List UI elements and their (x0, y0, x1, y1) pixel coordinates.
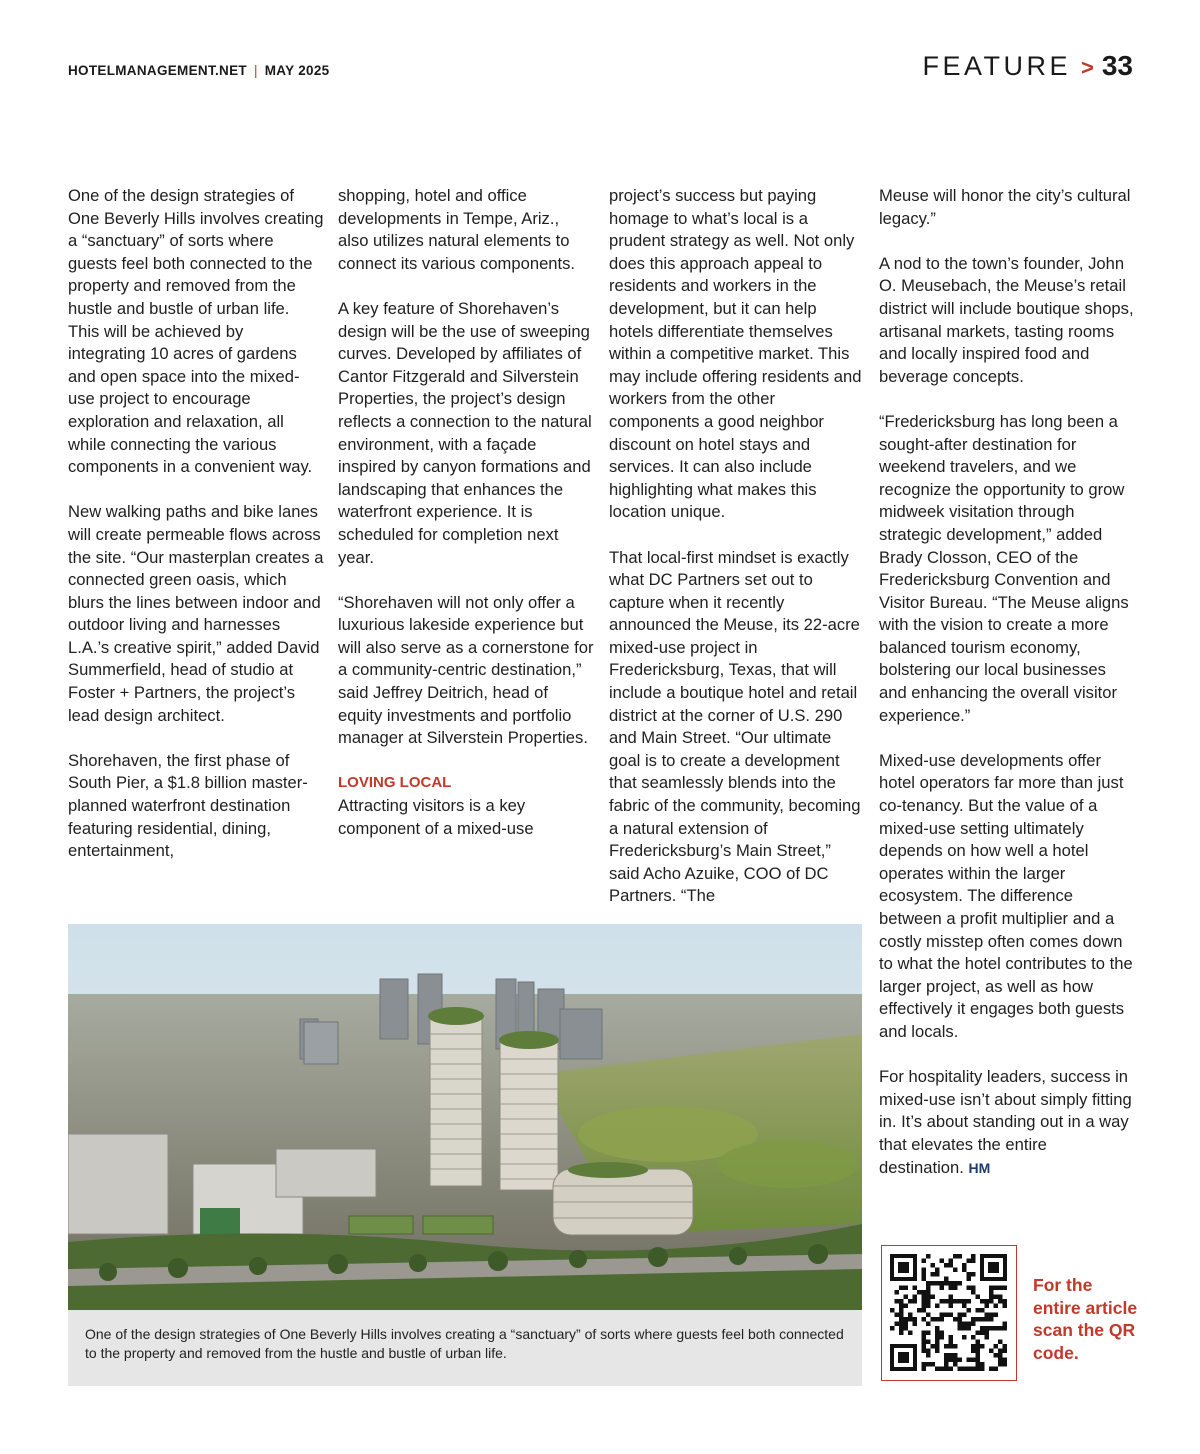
header-separator: | (253, 63, 258, 78)
page-number: 33 (1101, 50, 1133, 81)
paragraph: A key feature of Shorehaven’s design will be the use of sweeping curves. Developed by affiliates of Cantor Fitzgerald and Silverstein Properties, the project’s design reflects a connection to the natural environment, with a façade inspired by canyon formations and landscaping that enhances the waterfront experience. It is scheduled for completion next year. (338, 298, 592, 567)
paragraph: New walking paths and bike lanes will create permeable flows across the site. “Our masterplan creates a connected green oasis, which blurs the lines between indoor and outdoor living and harnesses L.A.’s creative spirit,” added David Summerfield, head of studio at Foster + Partners, the project’s lead design architect. (68, 502, 324, 725)
paragraph: “Shorehaven will not only offer a luxurious lakeside experience but will also serve as a cornerstone for a community-centric destination,” said Jeffrey Deitrich, head of equity investments and portfolio manager at Silverstein Properties. (338, 592, 594, 748)
paragraph: A nod to the town’s founder, John O. Meusebach, the Meuse’s retail district will include boutique shops, artisanal markets, tasting rooms and locally inspired food and beverage concepts. (879, 253, 1134, 386)
running-header (68, 63, 329, 78)
paragraph: That local-first mindset is exactly what DC Partners set out to capture when it recently announced the Meuse, its 22-acre mixed-use project in Fredericksburg, Texas, that will include a boutique hotel and retail district at the corner of U.S. 290 and Main Street. “Our ultimate goal is to create a development that seamlessly blends into the fabric of the community, becoming a natural extension of Fredericksburg’s Main Street,” said Acho Azuike, COO of DC Partners. “The (609, 547, 861, 906)
aerial-rendering-image (68, 924, 862, 1310)
chevron-right-icon: > (1080, 55, 1094, 80)
paragraph: “Fredericksburg has long been a sought-after destination for weekend travelers, and we recognize the opportunity to grow midweek visitation through strategic development,” added Brady Closson, CEO of the Fredericksburg Convention and Visitor Bureau. “The Meuse aligns with the vision to create a more balanced tourism economy, bolstering our local businesses and enhancing the overall visitor experience.” (879, 411, 1129, 725)
feature-figure (68, 924, 862, 1386)
paragraph: shopping, hotel and office developments in Tempe, Ariz., also utilizes natural elements to connect its various components. (338, 186, 576, 273)
qr-instruction: For the entire article scan the QR code. (1033, 1275, 1138, 1363)
paragraph: project’s success but paying homage to what’s local is a prudent strategy as well. Not only does this approach appeal to residents and workers in the development, but it can help hotels differentiate themselves within a competitive market. This may include offering residents and workers from the other components a good neighbor discount on hotel stays and services. It can also include highlighting what makes this location unique. (609, 186, 862, 522)
paragraph: One of the design strategies of One Beverly Hills involves creating a “sanctuary” of sorts where guests feel both connected to the property and removed from the hustle and bustle of urban life. This will be achieved by integrating 10 acres of gardens and open space into the mixed-use project to encourage exploration and relaxation, all while connecting the various components in a convenient way. (68, 186, 324, 477)
section-header (922, 50, 1133, 82)
end-mark: HM (968, 1159, 991, 1176)
qr-code-frame[interactable] (881, 1245, 1017, 1381)
paragraph-text: For hospitality leaders, success in mixed-use isn’t about simply fitting in. It’s about standing out in a way that elevates the entire destination. (879, 1067, 1132, 1177)
article-column-4 (879, 185, 1135, 1202)
article-column-1 (68, 185, 324, 885)
paragraph (879, 1066, 1135, 1179)
article-column-2 (338, 185, 594, 863)
section-label: FEATURE (922, 51, 1071, 81)
figure-caption: One of the design strategies of One Beverly Hills involves creating a “sanctuary” of sorts where guests feel both connected to the property and removed from the hustle and bustle of urban life. (85, 1326, 844, 1361)
issue-date: MAY 2025 (264, 63, 330, 78)
paragraph: Shorehaven, the first phase of South Pier, a $1.8 billion master-planned waterfront destination featuring residential, dining, entertainment, (68, 750, 308, 861)
article-column-3 (609, 185, 865, 931)
paragraph: Mixed-use developments offer hotel operators far more than just co-tenancy. But the value of a mixed-use setting ultimately depends on how well a hotel operates within the larger ecosystem. The difference between a profit multiplier and a costly misstep often comes down to what the hotel contributes to the larger project, as well as how effectively it engages both guests and locals. (879, 750, 1133, 1041)
publication-name: HOTELMANAGEMENT.NET (68, 63, 247, 78)
paragraph-text: Attracting visitors is a key component of a mixed-use (338, 796, 534, 838)
paragraph: Meuse will honor the city’s cultural legacy.” (879, 186, 1131, 228)
subhead-paragraph (338, 772, 594, 840)
qr-code-icon (882, 1246, 1015, 1379)
subhead-loving-local: LOVING LOCAL (338, 774, 452, 792)
